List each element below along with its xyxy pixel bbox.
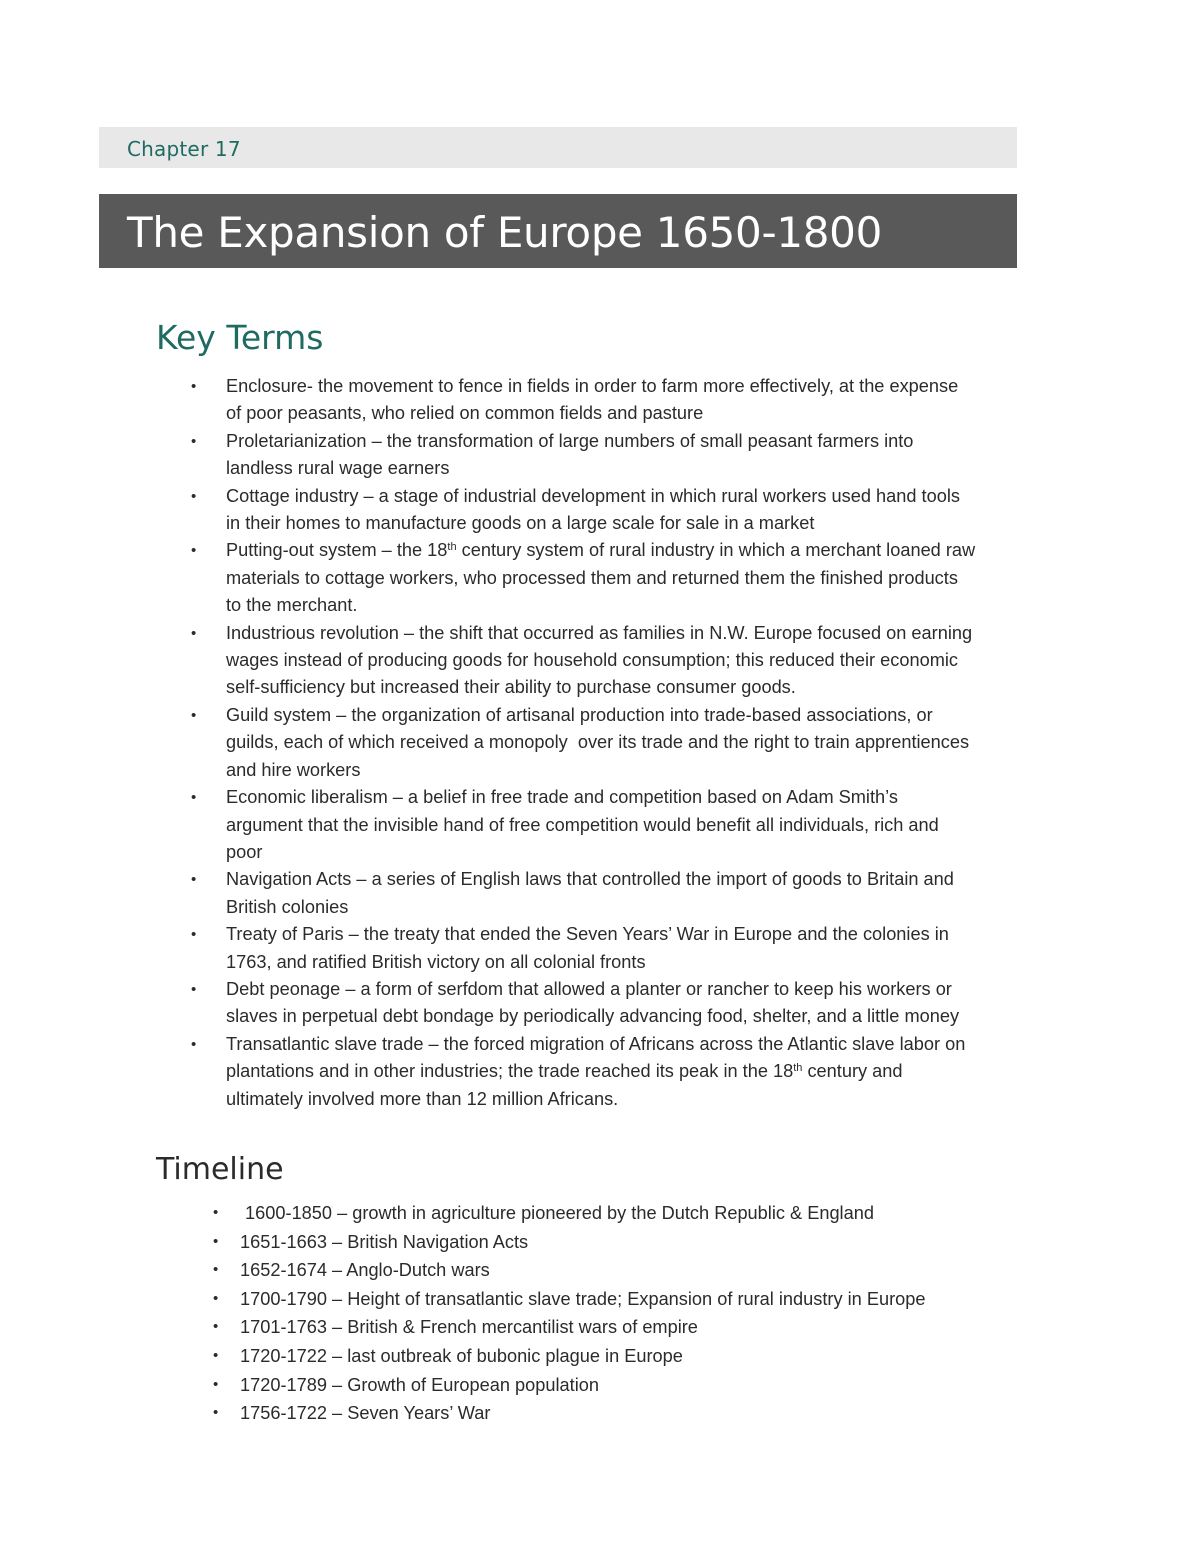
bullet-icon: • xyxy=(213,1289,219,1307)
bullet-icon: • xyxy=(191,542,197,560)
key-term-line: argument that the invisible hand of free competition would benefit all individuals, rich and xyxy=(226,814,939,835)
key-term-line: poor xyxy=(226,841,263,862)
key-term-line: British colonies xyxy=(226,896,349,917)
bullet-icon: • xyxy=(213,1404,219,1422)
key-term-line: guilds, each of which received a monopoly over its trade and the right to train apprentiences xyxy=(226,732,970,753)
key-term-line xyxy=(226,537,1086,564)
key-term-item xyxy=(191,428,1086,483)
timeline-item xyxy=(213,1313,1040,1342)
key-term-line: Cottage industry – a stage of industrial development in which rural workers used hand tools xyxy=(226,485,960,506)
timeline-item xyxy=(213,1285,1040,1314)
key-term-item xyxy=(191,620,1086,702)
bullet-icon: • xyxy=(191,789,197,807)
chapter-band xyxy=(99,127,1017,168)
key-term-line: Navigation Acts – a series of English laws that controlled the import of goods to Britain and xyxy=(226,869,954,890)
bullet-icon: • xyxy=(213,1204,219,1221)
key-term-line xyxy=(226,1058,1086,1085)
key-term-line: of poor peasants, who relied on common fields and pasture xyxy=(226,403,704,424)
bullet-icon: • xyxy=(213,1261,219,1279)
key-term-line: slaves in perpetual debt bondage by periodically advancing food, shelter, and a little money xyxy=(226,1006,960,1027)
bullet-icon: • xyxy=(191,378,197,395)
page-title: The Expansion of Europe 1650-1800 xyxy=(127,208,883,257)
key-term-line: Industrious revolution – the shift that occurred as families in N.W. Europe focused on earning xyxy=(226,622,973,643)
key-term-text: century system of rural industry in which a merchant loaned raw xyxy=(456,540,976,561)
key-term-line: Transatlantic slave trade – the forced migration of Africans across the Atlantic slave labor on xyxy=(226,1033,966,1054)
timeline-item xyxy=(213,1371,1040,1400)
key-term-line: Economic liberalism – a belief in free trade and competition based on Adam Smith’s xyxy=(226,787,898,808)
key-term-item xyxy=(191,976,1086,1031)
key-term-item xyxy=(191,921,1086,976)
key-term-line: in their homes to manufacture goods on a large scale for sale in a market xyxy=(226,513,815,534)
key-term-line: Treaty of Paris – the treaty that ended the Seven Years’ War in Europe and the colonies in xyxy=(226,924,949,945)
chapter-label: Chapter 17 xyxy=(127,137,241,161)
timeline-text: 1600-1850 – growth in agriculture pioneered by the Dutch Republic & England xyxy=(240,1203,874,1223)
bullet-icon: • xyxy=(191,432,197,450)
key-term-line: 1763, and ratified British victory on all colonial fronts xyxy=(226,951,646,972)
key-term-text: plantations and in other industries; the trade reached its peak in the 18 xyxy=(226,1061,794,1082)
key-term-item xyxy=(191,483,1086,538)
timeline-text: 1652-1674 – Anglo-Dutch wars xyxy=(240,1260,490,1281)
key-term-line: Proletarianization – the transformation of large numbers of small peasant farmers into xyxy=(226,430,914,451)
title-band xyxy=(99,194,1017,268)
key-term-line: Debt peonage – a form of serfdom that allowed a planter or rancher to keep his workers or xyxy=(226,978,952,999)
key-term-item xyxy=(191,784,1086,866)
timeline-item xyxy=(213,1342,1040,1371)
bullet-icon: • xyxy=(191,1035,197,1053)
bullet-icon: • xyxy=(213,1318,219,1336)
key-term-line: to the merchant. xyxy=(226,595,358,616)
bullet-icon: • xyxy=(191,926,197,944)
key-term-line: landless rural wage earners xyxy=(226,458,450,479)
bullet-icon: • xyxy=(191,487,197,505)
key-term-line: wages instead of producing goods for household consumption; this reduced their economic xyxy=(226,650,958,671)
key-term-line: materials to cottage workers, who processed them and returned them the finished products xyxy=(226,567,958,588)
bullet-icon: • xyxy=(213,1375,219,1393)
key-term-item xyxy=(191,866,1086,921)
timeline-text: 1720-1789 – Growth of European population xyxy=(240,1374,599,1395)
timeline-item xyxy=(213,1228,1040,1257)
timeline-item xyxy=(213,1399,1040,1428)
ordinal-suffix: th xyxy=(793,1062,803,1075)
key-term-line: Guild system – the organization of artisanal production into trade-based associations, or xyxy=(226,704,933,725)
timeline-text: 1700-1790 – Height of transatlantic slave trade; Expansion of rural industry in Europe xyxy=(240,1288,926,1309)
timeline-item xyxy=(213,1199,1040,1228)
timeline-text: 1756-1722 – Seven Years’ War xyxy=(240,1403,491,1424)
key-term-line: self-sufficiency but increased their ability to purchase consumer goods. xyxy=(226,677,796,698)
key-terms-list xyxy=(191,373,1086,1113)
key-term-item xyxy=(191,1031,1086,1113)
bullet-icon: • xyxy=(191,706,197,724)
bullet-icon: • xyxy=(191,624,197,642)
ordinal-suffix: th xyxy=(447,541,457,554)
key-term-item xyxy=(191,702,1086,784)
timeline-list xyxy=(213,1199,1040,1428)
key-terms-heading: Key Terms xyxy=(156,318,324,357)
bullet-icon: • xyxy=(213,1232,219,1250)
timeline-text: 1651-1663 – British Navigation Acts xyxy=(240,1231,529,1252)
key-term-line: Enclosure- the movement to fence in fields in order to farm more effectively, at the expense xyxy=(226,376,959,396)
bullet-icon: • xyxy=(213,1346,219,1364)
key-term-text: century and xyxy=(802,1061,903,1082)
key-term-item xyxy=(191,373,1086,428)
key-term-item xyxy=(191,537,1086,619)
key-term-line: ultimately involved more than 12 million Africans. xyxy=(226,1088,619,1109)
key-term-line: and hire workers xyxy=(226,759,361,780)
timeline-text: 1701-1763 – British & French mercantilist wars of empire xyxy=(240,1317,698,1338)
timeline-text: 1720-1722 – last outbreak of bubonic plague in Europe xyxy=(240,1345,683,1366)
timeline-item xyxy=(213,1256,1040,1285)
key-term-text: Putting-out system – the 18 xyxy=(226,540,448,561)
bullet-icon: • xyxy=(191,980,197,998)
bullet-icon: • xyxy=(191,871,197,889)
timeline-heading: Timeline xyxy=(156,1152,284,1187)
